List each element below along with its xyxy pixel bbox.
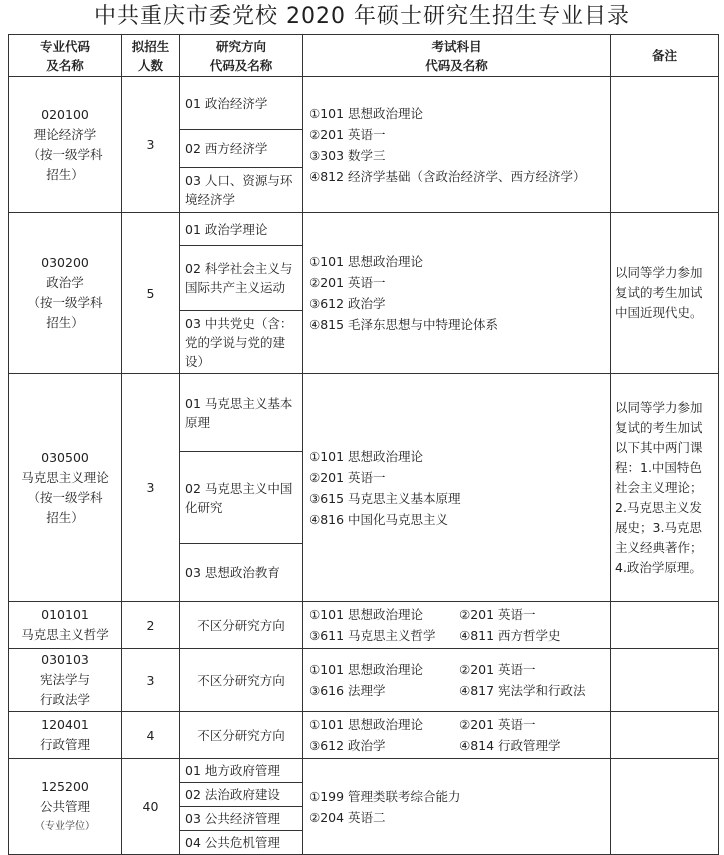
note-cell	[611, 602, 719, 649]
major-cell: 030200 政治学 （按一级学科 招生）	[9, 213, 122, 374]
note-cell: 以同等学力参加复试的考生加试以下其中两门课程：1.中国特色社会主义理论；2.马克思主义发展史；3.马克思主义经典著作；4.政治学原理。	[611, 374, 719, 602]
table-row	[9, 712, 719, 759]
direction-cell: 03 思想政治教育	[180, 544, 303, 602]
direction-cell: 01 政治学理论	[180, 213, 303, 246]
direction-cell: 01 政治经济学	[180, 77, 303, 130]
exam-cell: ①101 思想政治理论 ②201 英语一 ③303 数学三 ④812 经济学基础（含政治经济学、西方经济学）	[303, 77, 611, 213]
note-cell	[611, 649, 719, 712]
quota-cell: 3	[122, 649, 180, 712]
direction-cell: 02 法治政府建设	[180, 783, 303, 807]
direction-cell: 02 马克思主义中国化研究	[180, 452, 303, 544]
direction-cell: 03 公共经济管理	[180, 807, 303, 831]
header-direction: 研究方向 代码及名称	[180, 35, 303, 77]
quota-cell: 2	[122, 602, 180, 649]
catalog-table	[8, 34, 719, 855]
note-cell	[611, 712, 719, 759]
direction-cell: 不区分研究方向	[180, 712, 303, 759]
table-row	[9, 759, 719, 783]
note-cell	[611, 77, 719, 213]
quota-cell: 3	[122, 374, 180, 602]
major-cell: 010101 马克思主义哲学	[9, 602, 122, 649]
direction-cell: 不区分研究方向	[180, 602, 303, 649]
table-row	[9, 602, 719, 649]
table-row	[9, 77, 719, 130]
exam-cell: ①101 思想政治理论 ②201 英语一 ③615 马克思主义基本原理 ④816 中国化马克思主义	[303, 374, 611, 602]
page-title: 中共重庆市委党校 2020 年硕士研究生招生专业目录	[94, 4, 630, 29]
major-cell: 030103 宪法学与 行政法学	[9, 649, 122, 712]
note-cell: 以同等学力参加复试的考生加试中国近现代史。	[611, 213, 719, 374]
header-note: 备注	[611, 35, 719, 77]
direction-cell: 03 人口、资源与环境经济学	[180, 168, 303, 213]
table-row	[9, 649, 719, 712]
direction-cell: 不区分研究方向	[180, 649, 303, 712]
major-cell: 120401 行政管理	[9, 712, 122, 759]
header-major: 专业代码 及名称	[9, 35, 122, 77]
direction-cell: 03 中共党史（含：党的学说与党的建设）	[180, 311, 303, 374]
direction-cell: 02 西方经济学	[180, 130, 303, 168]
note-cell	[611, 759, 719, 855]
quota-cell: 3	[122, 77, 180, 213]
table-row	[9, 374, 719, 452]
header-quota: 拟招生 人数	[122, 35, 180, 77]
exam-cell: ①101 思想政治理论 ②201 英语一 ③612 政治学 ④814 行政管理学	[303, 712, 611, 759]
quota-cell: 4	[122, 712, 180, 759]
quota-cell: 40	[122, 759, 180, 855]
table-row	[9, 213, 719, 246]
exam-cell: ①199 管理类联考综合能力 ②204 英语二	[303, 759, 611, 855]
major-cell: 030500 马克思主义理论 （按一级学科 招生）	[9, 374, 122, 602]
exam-cell: ①101 思想政治理论 ②201 英语一 ③612 政治学 ④815 毛泽东思想与中特理论体系	[303, 213, 611, 374]
major-cell: 125200 公共管理 （专业学位）	[9, 759, 122, 855]
degree-type-note: （专业学位）	[35, 820, 95, 832]
exam-cell: ①101 思想政治理论 ②201 英语一 ③616 法理学 ④817 宪法学和行政法	[303, 649, 611, 712]
header-exam: 考试科目 代码及名称	[303, 35, 611, 77]
direction-cell: 01 马克思主义基本原理	[180, 374, 303, 452]
direction-cell: 02 科学社会主义与国际共产主义运动	[180, 246, 303, 311]
direction-cell: 04 公共危机管理	[180, 831, 303, 855]
exam-cell: ①101 思想政治理论 ②201 英语一 ③611 马克思主义哲学 ④811 西方哲学史	[303, 602, 611, 649]
major-cell: 020100 理论经济学 （按一级学科 招生）	[9, 77, 122, 213]
header-row	[9, 35, 719, 77]
direction-cell: 01 地方政府管理	[180, 759, 303, 783]
quota-cell: 5	[122, 213, 180, 374]
